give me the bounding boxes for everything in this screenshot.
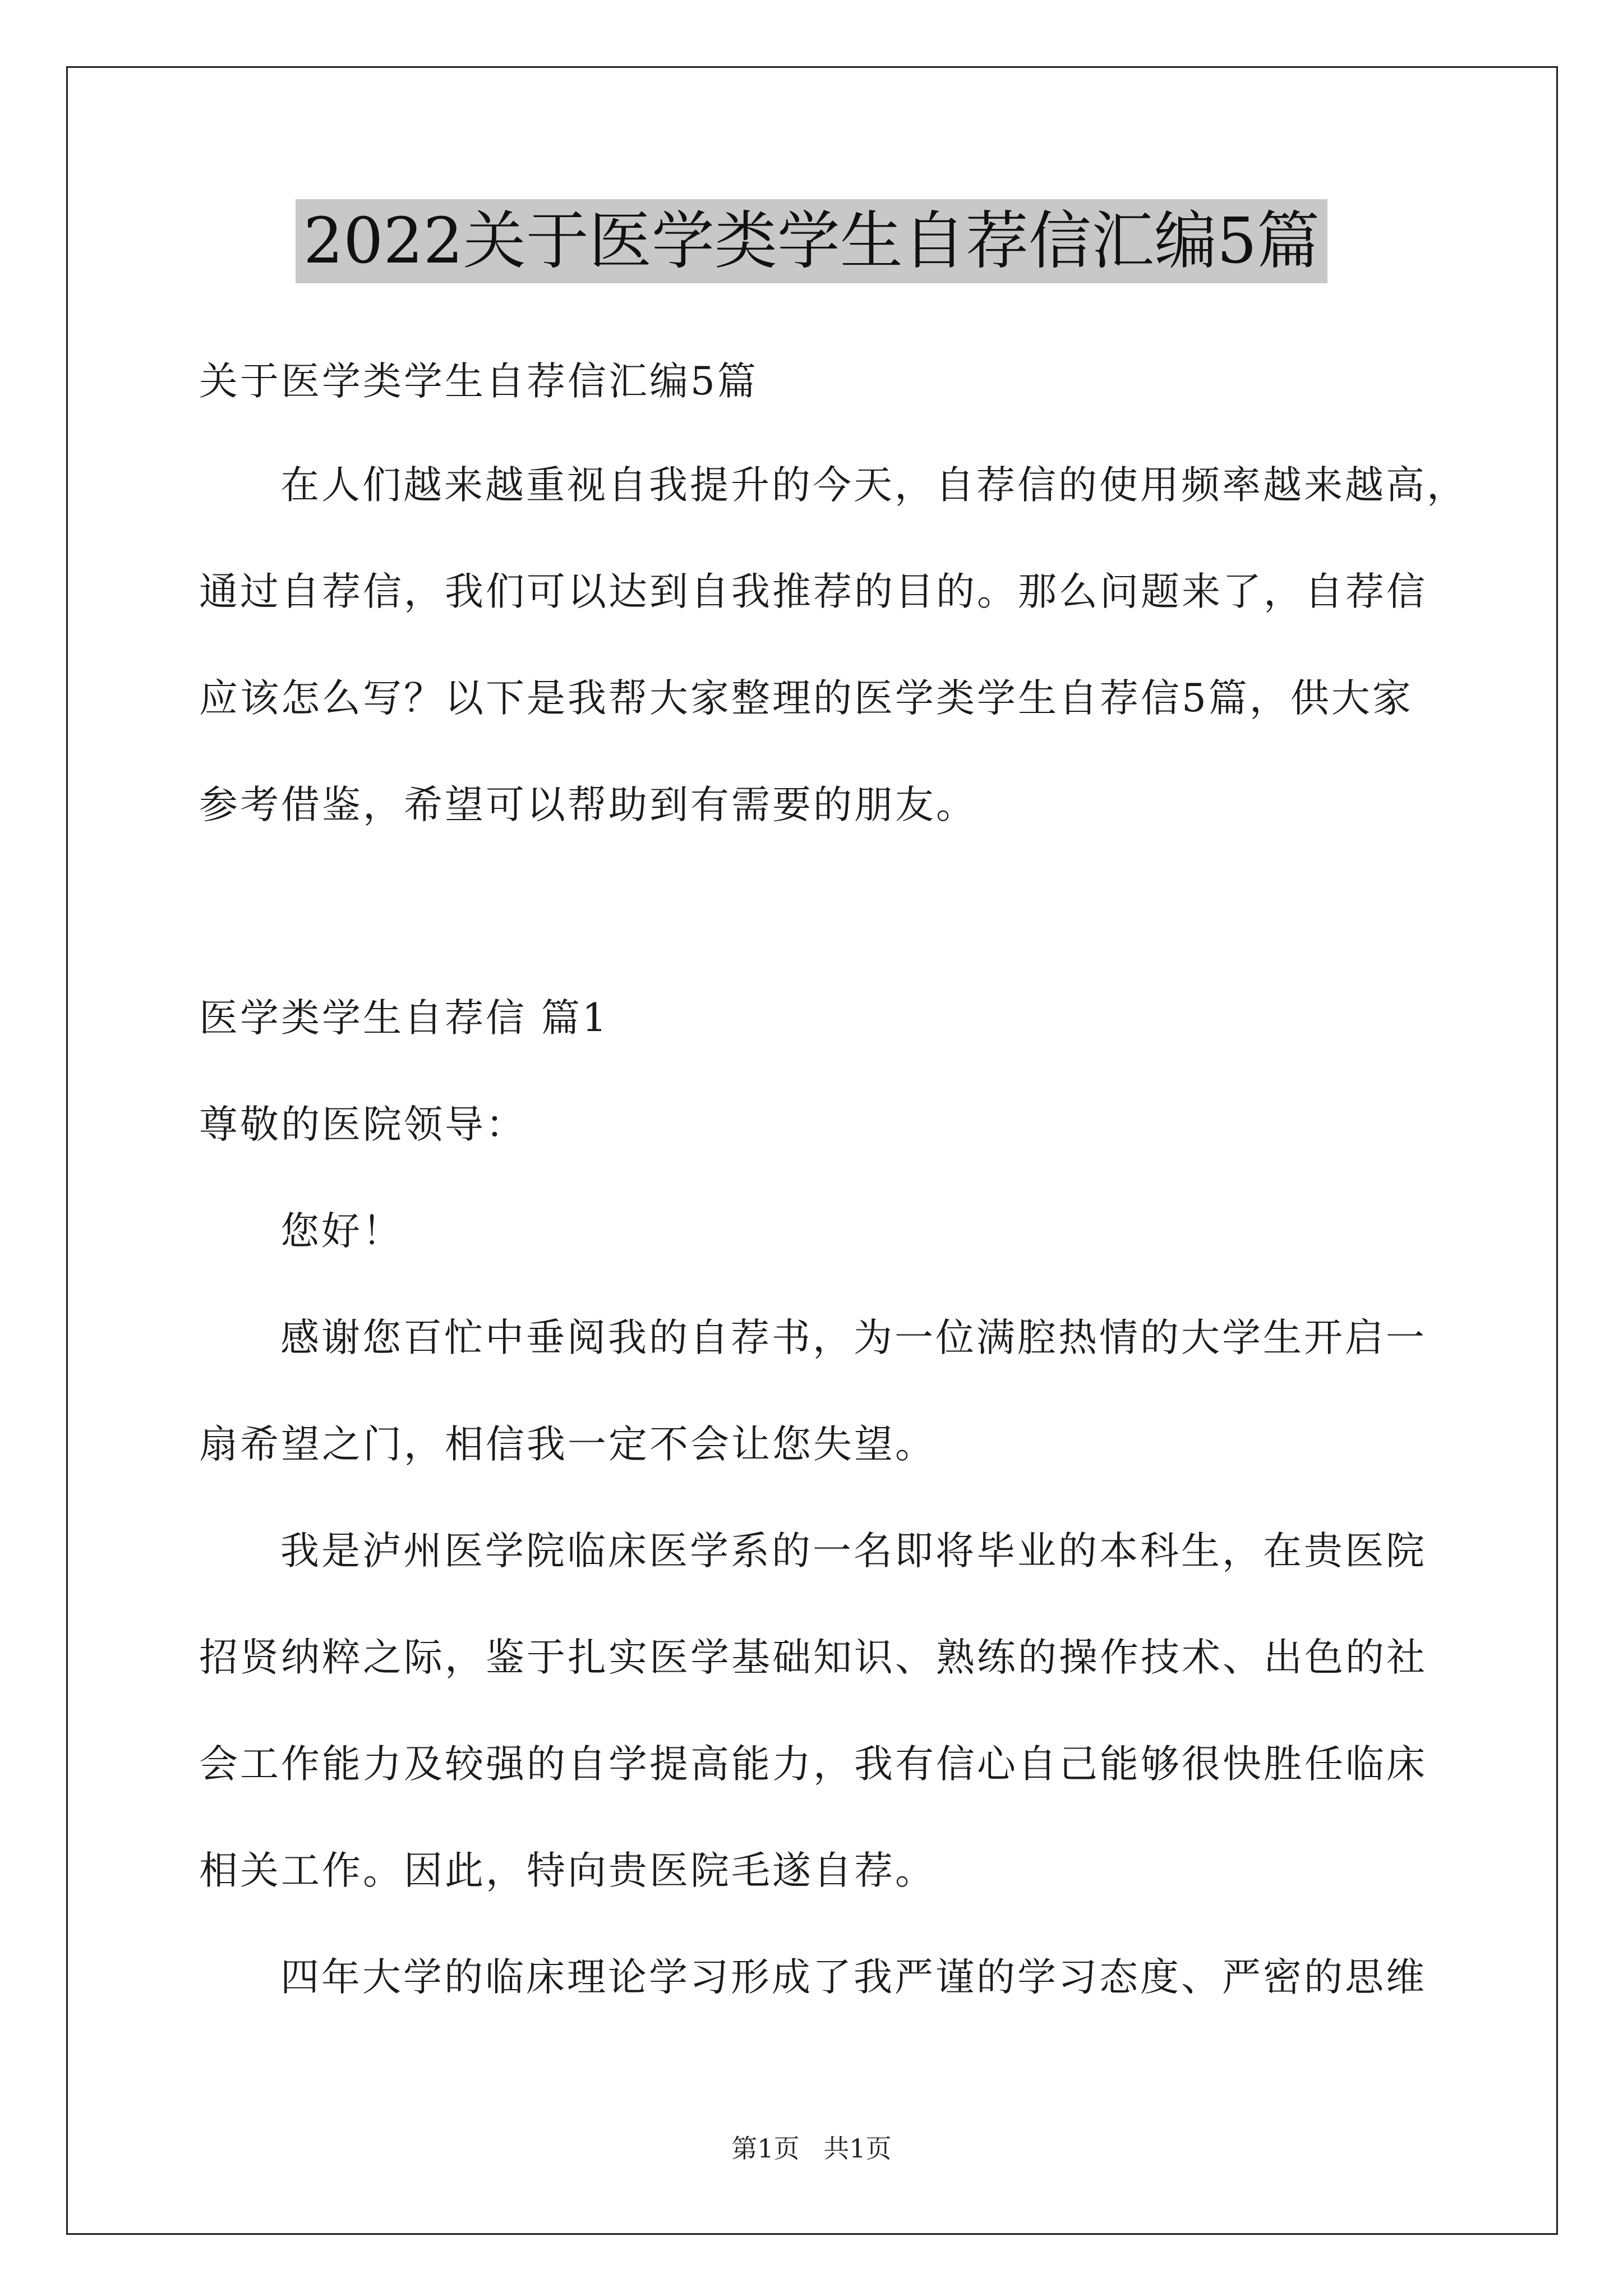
paragraph-line: 在人们越来越重视自我提升的今天，自荐信的使用频率越来越高， — [280, 463, 1468, 508]
paragraph-line: 四年大学的临床理论学习形成了我严谨的学习态度、严密的思维 — [280, 1955, 1427, 2000]
greeting: 您好！ — [280, 1209, 403, 1254]
salutation: 尊敬的医院领导： — [199, 1102, 527, 1147]
paragraph-line: 扇希望之门，相信我一定不会让您失望。 — [199, 1422, 936, 1467]
paragraph-line: 相关工作。因此，特向贵医院毛遂自荐。 — [199, 1848, 936, 1893]
section-heading: 医学类学生自荐信 篇1 — [199, 996, 609, 1041]
paragraph-line: 通过自荐信，我们可以达到自我推荐的目的。那么问题来了，自荐信 — [199, 569, 1427, 614]
paragraph-line: 应该怎么写？以下是我帮大家整理的医学类学生自荐信5篇，供大家 — [199, 676, 1413, 721]
page-total: 共1页 — [823, 2133, 892, 2164]
document-subtitle: 关于医学类学生自荐信汇编5篇 — [199, 359, 758, 404]
paragraph-line: 参考借鉴，希望可以帮助到有需要的朋友。 — [199, 783, 977, 827]
page-number: 第1页 — [731, 2133, 800, 2164]
paragraph-line: 感谢您百忙中垂阅我的自荐书，为一位满腔热情的大学生开启一 — [280, 1315, 1427, 1360]
title-container — [0, 199, 1623, 283]
paragraph-line: 招贤纳粹之际，鉴于扎实医学基础知识、熟练的操作技术、出色的社 — [199, 1635, 1427, 1680]
document-title: 2022关于医学类学生自荐信汇编5篇 — [296, 199, 1327, 283]
paragraph-line: 我是泸州医学院临床医学系的一名即将毕业的本科生，在贵医院 — [280, 1529, 1427, 1573]
page-footer — [0, 2132, 1623, 2165]
paragraph-line: 会工作能力及较强的自学提高能力，我有信心自己能够很快胜任临床 — [199, 1742, 1427, 1787]
